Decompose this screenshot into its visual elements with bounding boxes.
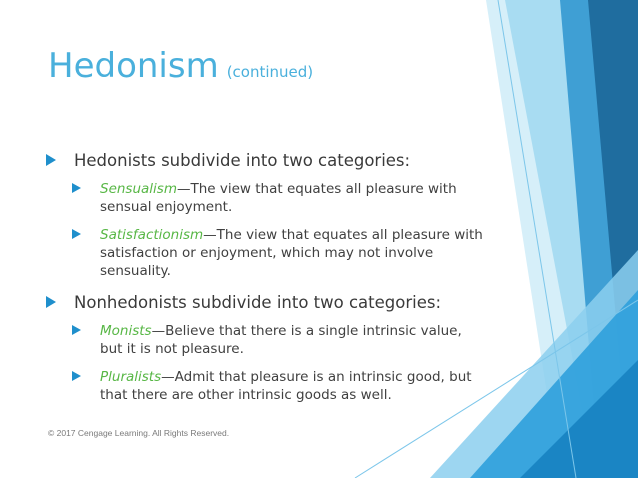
nonhedonists-subcategories (46, 322, 486, 404)
slide-title-main: Hedonism (48, 46, 219, 86)
definition-text: The view that equates all pleasure with satisfaction or enjoyment, which may not involve sensuality. (100, 227, 483, 279)
term-label: Pluralists (100, 369, 162, 385)
term-separator: — (203, 227, 217, 243)
term-separator: — (176, 181, 191, 197)
definition-text: Admit that pleasure is an intrinsic good, but that there are other intrinsic goods as well. (100, 369, 472, 403)
term-separator: — (161, 369, 175, 385)
definition-text: Believe that there is a single intrinsic value, but it is not pleasure. (100, 323, 462, 357)
arrow-bullet-icon (72, 325, 81, 335)
bullet-text: Hedonists subdivide into two categories: (74, 151, 411, 170)
slide-title (48, 46, 313, 86)
bullet-text: Nonhedonists subdivide into two categories: (74, 293, 442, 312)
term-label: Monists (100, 323, 152, 339)
arrow-bullet-icon (46, 296, 56, 308)
copyright-footer: © 2017 Cengage Learning. All Rights Reserved. (48, 428, 230, 438)
sub-bullet-satisfactionism (72, 226, 486, 280)
arrow-bullet-icon (72, 183, 81, 193)
slide-content (46, 150, 486, 414)
sub-bullet-monists (72, 322, 486, 358)
sub-bullet-pluralists (72, 368, 486, 404)
definition-text: The view that equates all pleasure with sensual enjoyment. (100, 181, 457, 215)
arrow-bullet-icon (72, 371, 81, 381)
bullet-nonhedonists (46, 292, 486, 314)
slide-title-suffix: (continued) (226, 63, 314, 81)
term-label: Satisfactionism (100, 227, 204, 243)
arrow-bullet-icon (72, 229, 81, 239)
arrow-bullet-icon (46, 154, 56, 166)
bullet-hedonists (46, 150, 486, 172)
term-label: Sensualism (100, 181, 177, 197)
sub-bullet-sensualism (72, 180, 486, 216)
hedonists-subcategories (46, 180, 486, 280)
term-separator: — (151, 323, 166, 339)
